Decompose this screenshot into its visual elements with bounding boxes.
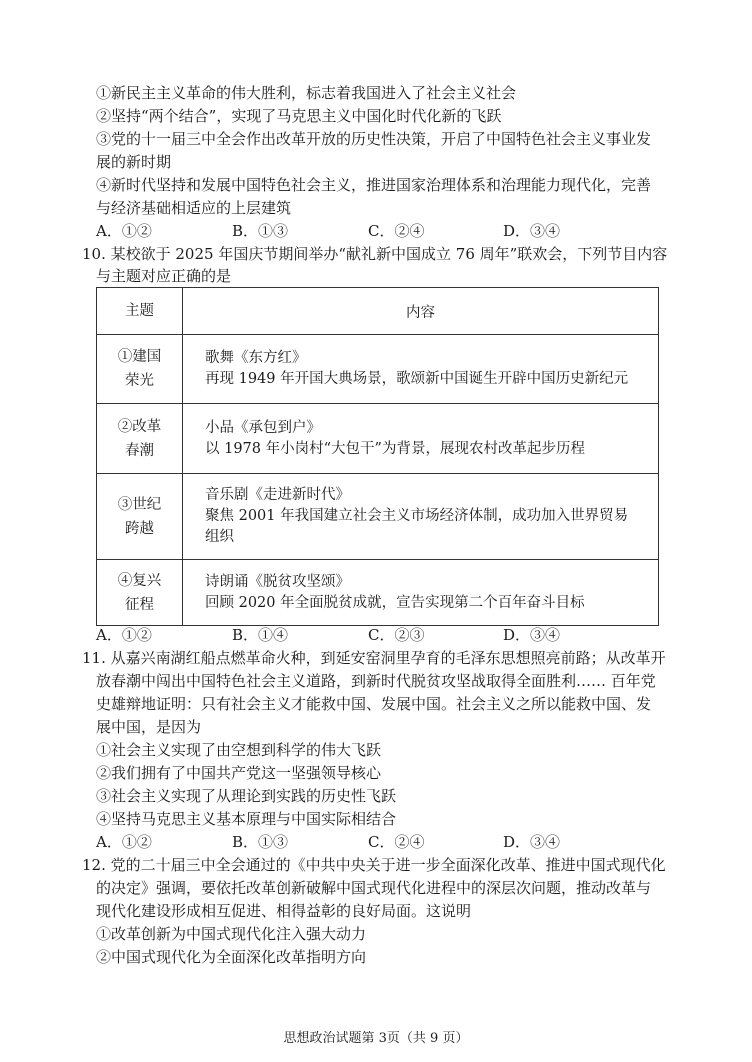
q9-option-a[interactable]: A．①② [96, 222, 152, 240]
table-topic-cell: ②改革 春潮 [97, 404, 183, 474]
q10-program-table [96, 287, 659, 626]
table-topic-cell: ④复兴 征程 [97, 560, 183, 626]
q12-stem-line-2: 的决定》强调，要依托改革创新破解中国式现代化进程中的深层次问题，推动改革与 [96, 879, 652, 897]
q10-option-b[interactable]: B．①④ [232, 626, 289, 644]
q11-stem-line-1: 11. 从嘉兴南湖红船点燃革命火种，到延安窑洞里孕育的毛泽东思想照亮前路；从改革开 [82, 649, 666, 667]
table-topic-cell: ③世纪 跨越 [97, 474, 183, 560]
table-content-cell: 诗朗诵《脱贫攻坚颂》 回顾 2020 年全面脱贫成就，宣告实现第二个百年奋斗目标 [183, 560, 659, 626]
q11-statement-1: ①社会主义实现了由空想到科学的伟大飞跃 [96, 741, 382, 759]
q12-statement-1: ①改革创新为中国式现代化注入强大动力 [96, 925, 367, 943]
q9-statement-1: ①新民主主义革命的伟大胜利，标志着我国进入了社会主义社会 [96, 84, 517, 102]
q11-option-c[interactable]: C．②④ [368, 833, 425, 851]
q9-option-d[interactable]: D．③④ [503, 222, 561, 240]
q10-option-d[interactable]: D．③④ [503, 626, 561, 644]
q12-statement-2: ②中国式现代化为全面深化改革指明方向 [96, 948, 367, 966]
table-row [97, 560, 659, 626]
q10-options [96, 624, 656, 646]
q11-stem-line-4: 展中国，是因为 [96, 718, 202, 736]
q9-statement-2: ②坚持“两个结合”，实现了马克思主义中国化时代化新的飞跃 [96, 107, 502, 125]
q9-options [96, 220, 656, 242]
q12-stem-line-1: 12. 党的二十届三中全会通过的《中共中央关于进一步全面深化改革、推进中国式现代化 [82, 856, 666, 874]
q11-statement-3: ③社会主义实现了从理论到实践的历史性飞跃 [96, 787, 397, 805]
table-content-cell: 小品《承包到户》 以 1978 年小岗村“大包干”为背景，展现农村改革起步历程 [183, 404, 659, 474]
q12-stem-line-3: 现代化建设形成相互促进、相得益彰的良好局面。这说明 [96, 902, 472, 920]
table-header-row [97, 288, 659, 335]
q9-option-b[interactable]: B．①③ [232, 222, 289, 240]
q11-options [96, 831, 656, 853]
q9-statement-3: ③党的十一届三中全会作出改革开放的历史性决策，开启了中国特色社会主义事业发 [96, 130, 652, 148]
q9-statement-3-cont: 展的新时期 [96, 153, 172, 171]
table-content-cell: 歌舞《东方红》 再现 1949 年开国大典场景，歌颂新中国诞生开辟中国历史新纪元 [183, 335, 659, 404]
q9-option-c[interactable]: C．②④ [368, 222, 425, 240]
page-footer: 思想政治试题第 3页（共 9 页） [283, 1031, 469, 1046]
q11-stem-line-3: 史雄辩地证明：只有社会主义才能救中国、发展中国。社会主义之所以能救中国、发 [96, 695, 652, 713]
q11-option-a[interactable]: A．①② [96, 833, 152, 851]
q11-stem-line-2: 放春潮中闯出中国特色社会主义道路，到新时代脱贫攻坚战取得全面胜利…… 百年党 [96, 672, 656, 690]
q10-option-c[interactable]: C．②③ [368, 626, 425, 644]
q11-option-b[interactable]: B．①③ [232, 833, 289, 851]
q10-stem-line-2: 与主题对应正确的是 [96, 267, 232, 285]
table-header-topic: 主题 [97, 288, 183, 335]
q9-statement-4-cont: 与经济基础相适应的上层建筑 [96, 199, 292, 217]
q9-statement-4: ④新时代坚持和发展中国特色社会主义，推进国家治理体系和治理能力现代化，完善 [96, 176, 652, 194]
table-content-cell: 音乐剧《走进新时代》 聚焦 2001 年我国建立社会主义市场经济体制，成功加入世界贸易 组织 [183, 474, 659, 560]
q11-option-d[interactable]: D．③④ [503, 833, 561, 851]
table-row [97, 335, 659, 404]
q11-statement-2: ②我们拥有了中国共产党这一坚强领导核心 [96, 764, 382, 782]
q10-option-a[interactable]: A．①② [96, 626, 152, 644]
q10-stem-line-1: 10. 某校欲于 2025 年国庆节期间举办“献礼新中国成立 76 周年”联欢会，下列节目内容 [82, 245, 668, 263]
table-topic-cell: ①建国 荣光 [97, 335, 183, 404]
table-row [97, 404, 659, 474]
q11-statement-4: ④坚持马克思主义基本原理与中国实际相结合 [96, 810, 397, 828]
table-header-content: 内容 [183, 288, 659, 335]
table-row [97, 474, 659, 560]
